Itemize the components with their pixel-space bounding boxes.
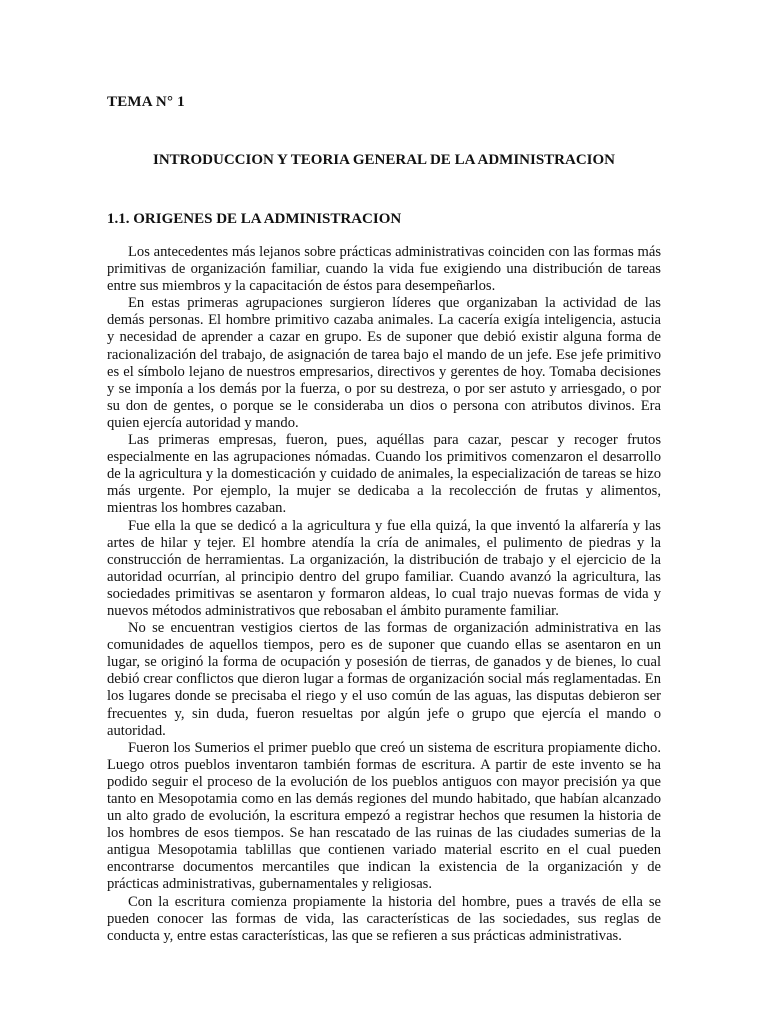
- paragraph: Fueron los Sumerios el primer pueblo que creó un sistema de escritura propiamente dicho. Luego otros pueblos inventaron también formas de escritura. A partir de este invento se ha podido seguir el proceso de la evolución de los pueblos antiguos con mayor precisión ya que tanto en Mesopotamia como en las demás regiones del mundo habitado, que habían alcanzado un alto grado de evolución, la escritura empezó a registrar hechos que resumen la historia de los hombres de esos tiempos. Se han rescatado de las ruinas de las ciudades sumerias de la antigua Mesopotamia tablillas que contienen variado material escrito en el cual pueden encontrarse documentos mercantiles que indican la existencia de la organización y de prácticas administrativas, gubernamentales y religiosas.: [107, 739, 661, 893]
- paragraph: Con la escritura comienza propiamente la historia del hombre, pues a través de ella se pueden conocer las formas de vida, las características de las sociedades, sus reglas de conducta y, entre estas características, las que se refieren a sus prácticas administrativas.: [107, 893, 661, 944]
- section-heading: 1.1. ORIGENES DE LA ADMINISTRACION: [107, 211, 402, 227]
- paragraph: No se encuentran vestigios ciertos de las formas de organización administrativa en las comunidades de aquellos tiempos, pero es de suponer que cuando ellas se asentaron en un lugar, se originó la forma de ocupación y posesión de tierras, de ganados y de bienes, lo cual debió crear conflictos que dieron lugar a formas de organización social más reglamentadas. En los lugares donde se precisaba el riego y el uso común de las aguas, las disputas debieron ser frecuentes y, sin duda, fueron resueltas por algún jefe o grupo que ejercía el mando o autoridad.: [107, 620, 661, 739]
- body-text: [107, 244, 661, 945]
- paragraph: Las primeras empresas, fueron, pues, aquéllas para cazar, pescar y recoger frutos especialmente en las agrupaciones nómadas. Cuando los primitivos comenzaron el desarrollo de la agricultura y la domesticación y cuidado de animales, la especialización de tareas se hizo más urgente. Por ejemplo, la mujer se dedicaba a la recolección de frutas y alimentos, mientras los hombres cazaban.: [107, 432, 661, 517]
- chapter-title: INTRODUCCION Y TEORIA GENERAL DE LA ADMINISTRACION: [152, 152, 616, 168]
- paragraph: Los antecedentes más lejanos sobre prácticas administrativas coinciden con las formas más primitivas de organización familiar, cuando la vida fue exigiendo una distribución de tareas entre sus miembros y la capacitación de éstos para desempeñarlos.: [107, 244, 661, 295]
- paragraph: En estas primeras agrupaciones surgieron líderes que organizaban la actividad de las demás personas. El hombre primitivo cazaba animales. La cacería exigía inteligencia, astucia y necesidad de aprender a cazar en grupo. Es de suponer que debió existir alguna forma de racionalización del trabajo, de asignación de tarea bajo el mando de un jefe. Ese jefe primitivo es el símbolo lejano de nuestros empresarios, directivos y gerentes de hoy. Tomaba decisiones y se imponía a los demás por la fuerza, o por su destreza, o por ser astuto y arriesgado, o por su don de gentes, o porque se le consideraba un dios o persona con atributos divinos. Era quien ejercía autoridad y mando.: [107, 295, 661, 431]
- paragraph: Fue ella la que se dedicó a la agricultura y fue ella quizá, la que inventó la alfarería y las artes de hilar y tejer. El hombre atendía la cría de animales, el pulimento de piedras y la construcción de herramientas. La organización, la distribución de trabajo y el ejercicio de la autoridad ocurrían, al principio dentro del grupo familiar. Cuando avanzó la agricultura, las sociedades primitivas se asentaron y formaron aldeas, lo cual trajo nuevas formas de vida y nuevos métodos administrativos que rebosaban el ámbito puramente familiar.: [107, 517, 661, 619]
- topic-number: TEMA N° 1: [107, 94, 185, 110]
